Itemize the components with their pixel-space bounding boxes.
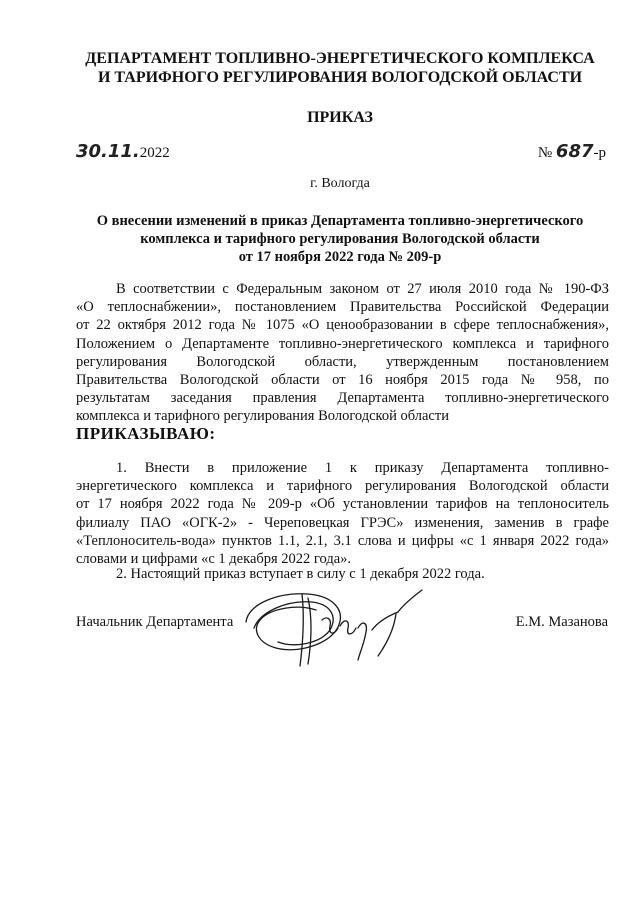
preamble-line: регулирования Вологодской области, утвержденным постановлением [76,353,609,370]
order-subject [70,212,610,266]
item1-line: словами и цифрами «с 1 декабря 2022 года». [76,551,352,568]
order-date [76,141,170,162]
order-item-1 [76,459,609,568]
item1-line: энергетического комплекса и тарифного регулирования Вологодской области [76,478,609,495]
preamble-line: Правительства Вологодской области от 16 ноября 2015 года № 958, по [76,372,609,389]
header-line-1: ДЕПАРТАМЕНТ ТОПЛИВНО-ЭНЕРГЕТИЧЕСКОГО КОМПЛЕКСА [85,50,595,67]
handwritten-number: 687 [555,141,594,162]
department-header [60,49,620,87]
item1-line: от 17 ноября 2022 года № 209-р «Об установлении тарифов на теплоноситель [76,496,609,513]
preamble-line: Положением о Департаменте топливно-энергетического комплекса и тарифного [76,335,609,352]
signatory-position: Начальник Департамента [76,614,234,630]
item1-line: 1. Внести в приложение 1 к приказу Департамента топливно- [116,460,609,476]
signatory-name: Е.М. Мазанова [515,614,608,630]
order-number [538,141,606,162]
subject-line-2: комплекса и тарифного регулирования Вологодской области [140,231,540,247]
number-sign: № [537,145,553,161]
subject-line-3: от 17 ноября 2022 года № 209-р [238,249,442,265]
preamble-paragraph [76,280,609,426]
handwritten-signature [238,582,428,672]
order-directive: ПРИКАЗЫВАЮ: [76,424,216,443]
handwritten-date: 30.11. [76,141,140,162]
preamble-line: результатам заседания правления Департамента топливно-энергетического [76,390,609,407]
city: г. Вологда [310,176,370,191]
preamble-line: от 22 октября 2012 года № 1075 «О ценообразовании в сфере теплоснабжения», [76,317,609,334]
date-year: 2022 [139,145,170,161]
order-item-2 [76,565,609,583]
order-title: ПРИКАЗ [307,109,373,126]
number-suffix: -р [593,145,606,161]
item1-line: филиалу ПАО «ОГК-2» - Череповецкая ГРЭС» изменения, заменив в графе [76,514,609,531]
preamble-line: «О теплоснабжении», постановлением Правительства Российской Федерации [76,299,609,316]
item1-line: «Теплоноситель-вода» пунктов 1.1, 2.1, 3.1 слова и цифры «с 1 января 2022 года» [76,532,609,549]
item2-line: 2. Настоящий приказ вступает в силу с 1 декабря 2022 года. [116,566,485,582]
subject-line-1: О внесении изменений в приказ Департамента топливно-энергетического [96,213,584,229]
preamble-line: комплекса и тарифного регулирования Вологодской области [76,408,449,425]
preamble-line: В соответствии с Федеральным законом от 27 июля 2010 года № 190-ФЗ [116,281,609,297]
header-line-2: И ТАРИФНОГО РЕГУЛИРОВАНИЯ ВОЛОГОДСКОЙ ОБЛАСТИ [97,69,583,86]
